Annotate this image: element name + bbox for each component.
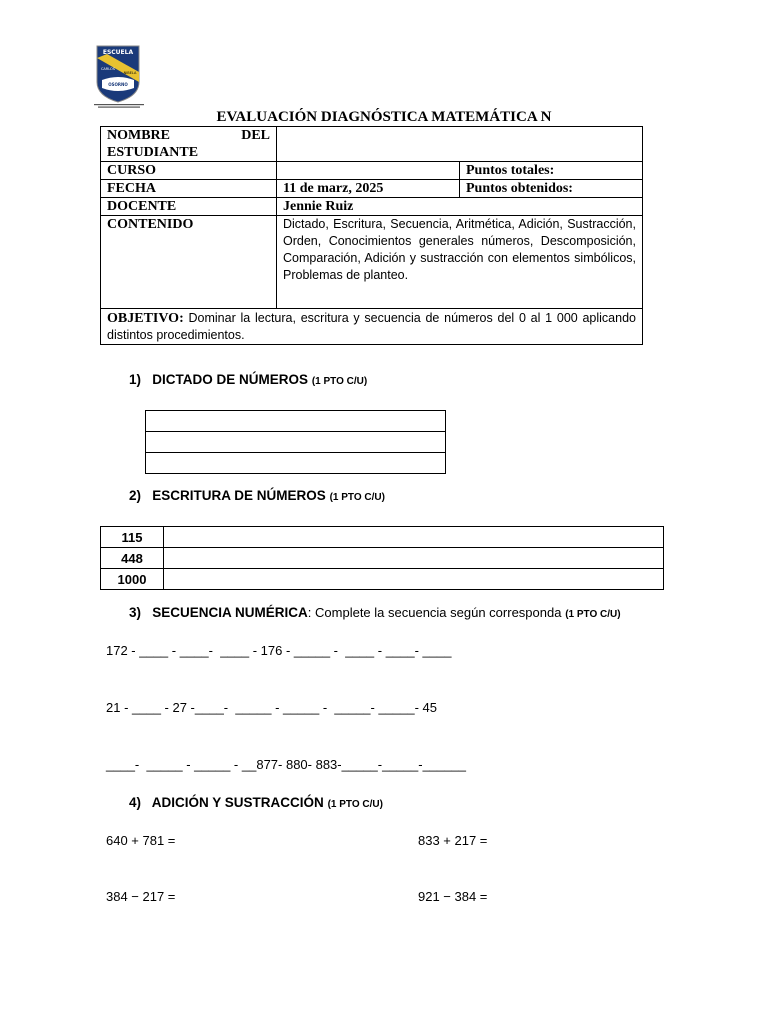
logo-top-text: ESCUELA [102,49,134,56]
logo-bottom-text: OSORNO [108,82,128,87]
escritura-number: 448 [101,548,164,569]
nombre-label-line1: NOMBRE DEL [107,128,270,143]
docente-value: Jennie Ruiz [277,198,643,216]
section-secuencia-heading [129,605,621,620]
nombre-field[interactable] [277,127,643,162]
logo-right-text: NIBELA [123,71,137,75]
dictado-answer-3[interactable] [146,453,446,474]
escritura-table [100,526,664,590]
fecha-value: 11 de marz, 2025 [277,180,460,198]
objetivo-value: Dominar la lectura, escritura y secuencia de números del 0 al 1 000 aplicando distintos procedimientos. [107,311,636,342]
sequence-line-3[interactable]: ____- _____ - _____ - __877- 880- 883-_____-_____-______ [106,757,466,772]
objetivo-label: OBJETIVO: [107,311,184,326]
puntos-obtenidos-label: Puntos obtenidos: [460,180,643,198]
section-3-number: 3) [129,605,142,620]
section-1-points: (1 PTO C/U) [311,376,368,387]
escritura-number: 115 [101,527,164,548]
section-1-number: 1) [129,372,142,387]
nombre-label-cell [101,127,277,162]
docente-label: DOCENTE [101,198,277,216]
escritura-answer[interactable] [164,548,664,569]
curso-field[interactable] [277,162,460,180]
section-adicion-heading [129,795,383,810]
section-2-title: ESCRITURA DE NÚMEROS [152,488,326,503]
section-2-number: 2) [129,488,142,503]
escritura-number: 1000 [101,569,164,590]
escritura-answer[interactable] [164,527,664,548]
section-3-points: (1 PTO C/U) [565,609,621,620]
operation-3: 384 − 217 = [106,889,176,904]
section-2-points: (1 PTO C/U) [329,492,385,503]
operation-4: 921 − 384 = [418,889,488,904]
section-escritura-heading [129,488,385,503]
nombre-label-line2: ESTUDIANTE [107,145,199,160]
section-dictado-heading [129,372,367,387]
contenido-value: Dictado, Escritura, Secuencia, Aritmética, Adición, Sustracción, Orden, Conocimientos generales números, Descomposición, Comparación, Adición y sustracción con elementos simbólicos, Problemas de planteo. [277,216,643,309]
fecha-label: FECHA [101,180,277,198]
sequence-line-1[interactable]: 172 - ____ - ____- ____ - 176 - _____ - ____ - ____- ____ [106,643,452,658]
contenido-label: CONTENIDO [101,216,277,309]
objetivo-cell [101,309,643,345]
puntos-totales-label: Puntos totales: [460,162,643,180]
sequence-line-2[interactable]: 21 - ____ - 27 -____- _____ - _____ - _____- _____- 45 [106,700,438,715]
dictado-table [145,410,446,474]
curso-label: CURSO [101,162,277,180]
section-4-title: ADICIÓN Y SUSTRACCIÓN [151,795,324,810]
section-4-number: 4) [129,795,142,810]
escritura-answer[interactable] [164,569,664,590]
section-4-points: (1 PTO C/U) [327,799,383,810]
operation-1: 640 + 781 = [106,833,176,848]
operation-2: 833 + 217 = [418,833,488,848]
logo-left-text: CARLOS [100,67,116,71]
dictado-answer-1[interactable] [146,411,446,432]
dictado-answer-2[interactable] [146,432,446,453]
section-3-instruction: : Complete la secuencia según corresponda [307,605,562,620]
school-logo [94,44,144,110]
section-1-title: DICTADO DE NÚMEROS [152,372,309,387]
section-3-title: SECUENCIA NUMÉRICA [152,605,308,620]
page-title: EVALUACIÓN DIAGNÓSTICA MATEMÁTICA N [216,109,552,125]
student-info-table [100,126,643,345]
